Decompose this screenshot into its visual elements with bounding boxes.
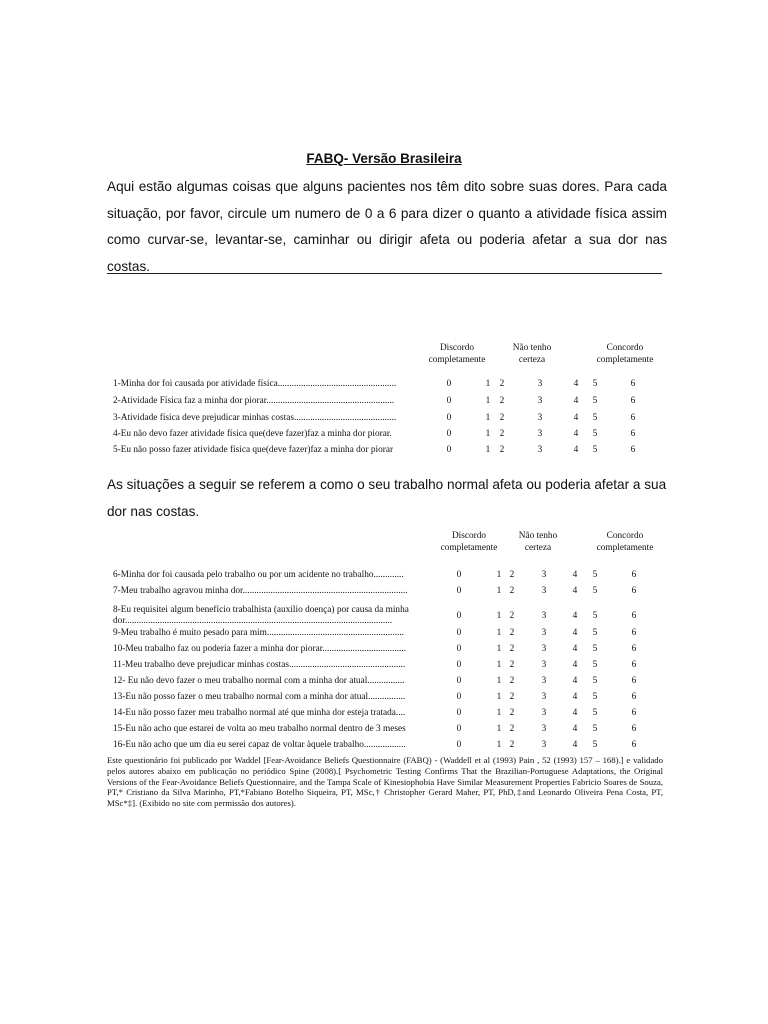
- question-text-16: 16-Eu não acho que um dia eu serei capaz de voltar àquele trabalho..................: [113, 740, 406, 750]
- scale-option-3-5[interactable]: 5: [592, 413, 598, 423]
- scale-option-16-2[interactable]: 2: [509, 740, 515, 750]
- scale-option-14-0[interactable]: 0: [456, 708, 462, 718]
- footnote: Este questionário foi publicado por Waddel [Fear-Avoidance Beliefs Questionnaire (FABQ) - (Waddell et al (1993) Pain , 52 (1993) 157 – 168).] e validado pelos autores abaixo em publicação no periódico Spine (2008).[ Psychometric Testing Confirms That the Brazilian-Portuguese Adaptations, the Original Versions of the Fear-Avoidance Beliefs Questionnaire, and the Tampa Scale of Kinesiophobia Have Similar Measurement Properties Fabricio Soares de Souza, PT,* Cristiano da Silva Marinho, PT,*Fabiano Botelho Siqueira, PT, MSc,† Christopher Gerard Maher, PT, PhD,‡and Leonardo Oliveira Pena Costa, PT, MSc*‡]. (Exibido no site com permissão dos autores).: [107, 755, 663, 809]
- question-row-7: [0, 586, 768, 600]
- scale-option-9-2[interactable]: 2: [509, 628, 515, 638]
- scale-option-1-4[interactable]: 4: [573, 379, 579, 389]
- scale-option-6-2[interactable]: 2: [509, 570, 515, 580]
- question-text-13: 13-Eu não posso fazer o meu trabalho normal com a minha dor atual................: [113, 692, 406, 702]
- scale-option-3-6[interactable]: 6: [630, 413, 636, 423]
- question-text-5: 5-Eu não posso fazer atividade física que(deve fazer)faz a minha dor piorar: [113, 445, 394, 455]
- question-text-15: 15-Eu não acho que estarei de volta ao meu trabalho normal dentro de 3 meses: [113, 724, 406, 734]
- scale-option-12-4[interactable]: 4: [572, 676, 578, 686]
- scale-option-15-0[interactable]: 0: [456, 724, 462, 734]
- scale-option-10-2[interactable]: 2: [509, 644, 515, 654]
- scale-option-15-1[interactable]: 1: [496, 724, 502, 734]
- scale-option-12-0[interactable]: 0: [456, 676, 462, 686]
- scale-option-2-3[interactable]: 3: [537, 396, 543, 406]
- scale-option-9-1[interactable]: 1: [496, 628, 502, 638]
- scale-option-3-1[interactable]: 1: [485, 413, 491, 423]
- scale-option-9-5[interactable]: 5: [592, 628, 598, 638]
- scale-option-4-2[interactable]: 2: [499, 429, 505, 439]
- scale-option-16-1[interactable]: 1: [496, 740, 502, 750]
- scale-option-4-0[interactable]: 0: [446, 429, 452, 439]
- scale-option-7-6[interactable]: 6: [631, 586, 637, 596]
- scale-option-16-6[interactable]: 6: [631, 740, 637, 750]
- scale-header-agree-1: Concordo completamente: [596, 343, 654, 365]
- scale-option-10-1[interactable]: 1: [496, 644, 502, 654]
- scale-option-15-2[interactable]: 2: [509, 724, 515, 734]
- scale-option-14-6[interactable]: 6: [631, 708, 637, 718]
- question-row-8: [0, 605, 768, 626]
- scale-option-7-2[interactable]: 2: [509, 586, 515, 596]
- scale-option-10-4[interactable]: 4: [572, 644, 578, 654]
- scale-option-11-2[interactable]: 2: [509, 660, 515, 670]
- intro-paragraph: Aqui estão algumas coisas que alguns pacientes nos têm dito sobre suas dores. Para cada situação, por favor, circule um numero de 0 a 6 para dizer o quanto a atividade física assim como curvar-se, levantar-se, caminhar ou dirigir afeta ou poderia afetar a sua dor nas costas.: [107, 179, 667, 274]
- question-row-14: [0, 708, 768, 722]
- scale-option-10-6[interactable]: 6: [631, 644, 637, 654]
- scale-option-13-3[interactable]: 3: [541, 692, 547, 702]
- scale-option-6-1[interactable]: 1: [496, 570, 502, 580]
- question-row-11: [0, 660, 768, 674]
- scale-option-14-2[interactable]: 2: [509, 708, 515, 718]
- scale-option-6-6[interactable]: 6: [631, 570, 637, 580]
- scale-header-agree-2: Concordo completamente: [596, 531, 654, 553]
- scale-option-2-5[interactable]: 5: [592, 396, 598, 406]
- scale-option-6-0[interactable]: 0: [456, 570, 462, 580]
- scale-option-8-0[interactable]: 0: [456, 611, 462, 621]
- scale-option-3-4[interactable]: 4: [573, 413, 579, 423]
- scale-option-14-3[interactable]: 3: [541, 708, 547, 718]
- question-row-1: [0, 379, 768, 393]
- question-row-3: [0, 413, 768, 427]
- question-row-13: [0, 692, 768, 706]
- scale-option-6-5[interactable]: 5: [592, 570, 598, 580]
- scale-option-3-2[interactable]: 2: [499, 413, 505, 423]
- scale-option-15-5[interactable]: 5: [592, 724, 598, 734]
- scale-option-11-3[interactable]: 3: [541, 660, 547, 670]
- scale-option-2-6[interactable]: 6: [630, 396, 636, 406]
- scale-option-16-4[interactable]: 4: [572, 740, 578, 750]
- scale-option-5-5[interactable]: 5: [592, 445, 598, 455]
- question-text-9: 9-Meu trabalho é muito pesado para mim...........................................................: [113, 628, 404, 638]
- scale-option-9-6[interactable]: 6: [631, 628, 637, 638]
- question-row-10: [0, 644, 768, 658]
- question-row-12: [0, 676, 768, 690]
- scale-option-15-6[interactable]: 6: [631, 724, 637, 734]
- scale-option-2-4[interactable]: 4: [573, 396, 579, 406]
- scale-option-12-6[interactable]: 6: [631, 676, 637, 686]
- scale-option-4-5[interactable]: 5: [592, 429, 598, 439]
- scale-option-10-3[interactable]: 3: [541, 644, 547, 654]
- scale-option-8-5[interactable]: 5: [592, 611, 598, 621]
- scale-option-4-3[interactable]: 3: [537, 429, 543, 439]
- scale-header-unsure-2: Não tenho certeza: [518, 531, 558, 553]
- scale-option-4-1[interactable]: 1: [485, 429, 491, 439]
- scale-option-5-4[interactable]: 4: [573, 445, 579, 455]
- question-row-9: [0, 628, 768, 642]
- scale-option-16-5[interactable]: 5: [592, 740, 598, 750]
- question-text-6: 6-Minha dor foi causada pelo trabalho ou por um acidente no trabalho.............: [113, 570, 404, 580]
- scale-option-2-2[interactable]: 2: [499, 396, 505, 406]
- scale-option-16-3[interactable]: 3: [541, 740, 547, 750]
- scale-option-13-4[interactable]: 4: [572, 692, 578, 702]
- scale-option-7-0[interactable]: 0: [456, 586, 462, 596]
- scale-option-11-1[interactable]: 1: [496, 660, 502, 670]
- scale-option-1-3[interactable]: 3: [537, 379, 543, 389]
- scale-option-7-4[interactable]: 4: [572, 586, 578, 596]
- scale-option-9-4[interactable]: 4: [572, 628, 578, 638]
- scale-option-4-6[interactable]: 6: [630, 429, 636, 439]
- section2-intro-paragraph: As situações a seguir se referem a como o seu trabalho normal afeta ou poderia afetar a sua dor nas costas.: [107, 477, 667, 519]
- scale-option-9-0[interactable]: 0: [456, 628, 462, 638]
- question-text-4: 4-Eu não devo fazer atividade física que(deve fazer)faz a minha dor piorar.: [113, 429, 392, 439]
- scale-option-8-3[interactable]: 3: [541, 611, 547, 621]
- question-text-1: 1-Minha dor foi causada por atividade física...................................................: [113, 379, 397, 389]
- scale-option-12-1[interactable]: 1: [496, 676, 502, 686]
- scale-option-1-6[interactable]: 6: [630, 379, 636, 389]
- scale-option-8-2[interactable]: 2: [509, 611, 515, 621]
- scale-option-13-6[interactable]: 6: [631, 692, 637, 702]
- scale-option-12-5[interactable]: 5: [592, 676, 598, 686]
- question-row-5: [0, 445, 768, 459]
- scale-option-13-0[interactable]: 0: [456, 692, 462, 702]
- divider-line: [107, 273, 662, 274]
- scale-option-8-6[interactable]: 6: [631, 611, 637, 621]
- scale-option-12-3[interactable]: 3: [541, 676, 547, 686]
- scale-option-12-2[interactable]: 2: [509, 676, 515, 686]
- scale-option-5-1[interactable]: 1: [485, 445, 491, 455]
- question-text-8: 8-Eu requisitei algum benefício trabalhista (auxilio doença) por causa da minha dor...................................................................................................................: [113, 605, 409, 626]
- scale-option-14-4[interactable]: 4: [572, 708, 578, 718]
- scale-option-2-0[interactable]: 0: [446, 396, 452, 406]
- question-text-11: 11-Meu trabalho deve prejudicar minhas costas..................................................: [113, 660, 406, 670]
- scale-option-11-0[interactable]: 0: [456, 660, 462, 670]
- scale-option-3-3[interactable]: 3: [537, 413, 543, 423]
- scale-option-11-4[interactable]: 4: [572, 660, 578, 670]
- scale-option-7-1[interactable]: 1: [496, 586, 502, 596]
- scale-option-1-5[interactable]: 5: [592, 379, 598, 389]
- scale-header-unsure-1: Não tenho certeza: [512, 343, 552, 365]
- scale-option-13-1[interactable]: 1: [496, 692, 502, 702]
- scale-option-2-1[interactable]: 1: [485, 396, 491, 406]
- scale-option-11-5[interactable]: 5: [592, 660, 598, 670]
- question-text-14: 14-Eu não posso fazer meu trabalho normal até que minha dor esteja tratada....: [113, 708, 406, 718]
- scale-option-16-0[interactable]: 0: [456, 740, 462, 750]
- question-text-3: 3-Atividade física deve prejudicar minhas costas............................................: [113, 413, 397, 423]
- scale-header-disagree-2: Discordo completamente: [440, 531, 498, 553]
- question-row-2: [0, 396, 768, 410]
- scale-option-15-3[interactable]: 3: [541, 724, 547, 734]
- scale-option-4-4[interactable]: 4: [573, 429, 579, 439]
- question-text-12: 12- Eu não devo fazer o meu trabalho normal com a minha dor atual................: [113, 676, 405, 686]
- scale-option-8-4[interactable]: 4: [572, 611, 578, 621]
- scale-option-3-0[interactable]: 0: [446, 413, 452, 423]
- scale-option-6-3[interactable]: 3: [541, 570, 547, 580]
- scale-option-13-2[interactable]: 2: [509, 692, 515, 702]
- scale-option-1-2[interactable]: 2: [499, 379, 505, 389]
- scale-option-5-0[interactable]: 0: [446, 445, 452, 455]
- scale-option-5-3[interactable]: 3: [537, 445, 543, 455]
- question-row-4: [0, 429, 768, 443]
- question-row-16: [0, 740, 768, 754]
- question-row-6: [0, 570, 768, 584]
- document-title: FABQ- Versão Brasileira: [306, 151, 462, 166]
- scale-option-5-2[interactable]: 2: [499, 445, 505, 455]
- scale-option-13-5[interactable]: 5: [592, 692, 598, 702]
- scale-option-14-1[interactable]: 1: [496, 708, 502, 718]
- scale-option-9-3[interactable]: 3: [541, 628, 547, 638]
- question-text-10: 10-Meu trabalho faz ou poderia fazer a minha dor piorar....................................: [113, 644, 407, 654]
- scale-option-6-4[interactable]: 4: [572, 570, 578, 580]
- scale-option-5-6[interactable]: 6: [630, 445, 636, 455]
- scale-option-11-6[interactable]: 6: [631, 660, 637, 670]
- scale-option-10-5[interactable]: 5: [592, 644, 598, 654]
- question-text-2: 2-Atividade Física faz a minha dor piorar.......................................................: [113, 396, 395, 406]
- scale-header-disagree-1: Discordo completamente: [428, 343, 486, 365]
- scale-option-7-5[interactable]: 5: [592, 586, 598, 596]
- scale-option-15-4[interactable]: 4: [572, 724, 578, 734]
- question-text-7: 7-Meu trabalho agravou minha dor.......................................................................: [113, 586, 408, 596]
- scale-option-8-1[interactable]: 1: [496, 611, 502, 621]
- scale-option-10-0[interactable]: 0: [456, 644, 462, 654]
- scale-option-14-5[interactable]: 5: [592, 708, 598, 718]
- scale-option-1-0[interactable]: 0: [446, 379, 452, 389]
- question-row-15: [0, 724, 768, 738]
- scale-option-1-1[interactable]: 1: [485, 379, 491, 389]
- scale-option-7-3[interactable]: 3: [541, 586, 547, 596]
